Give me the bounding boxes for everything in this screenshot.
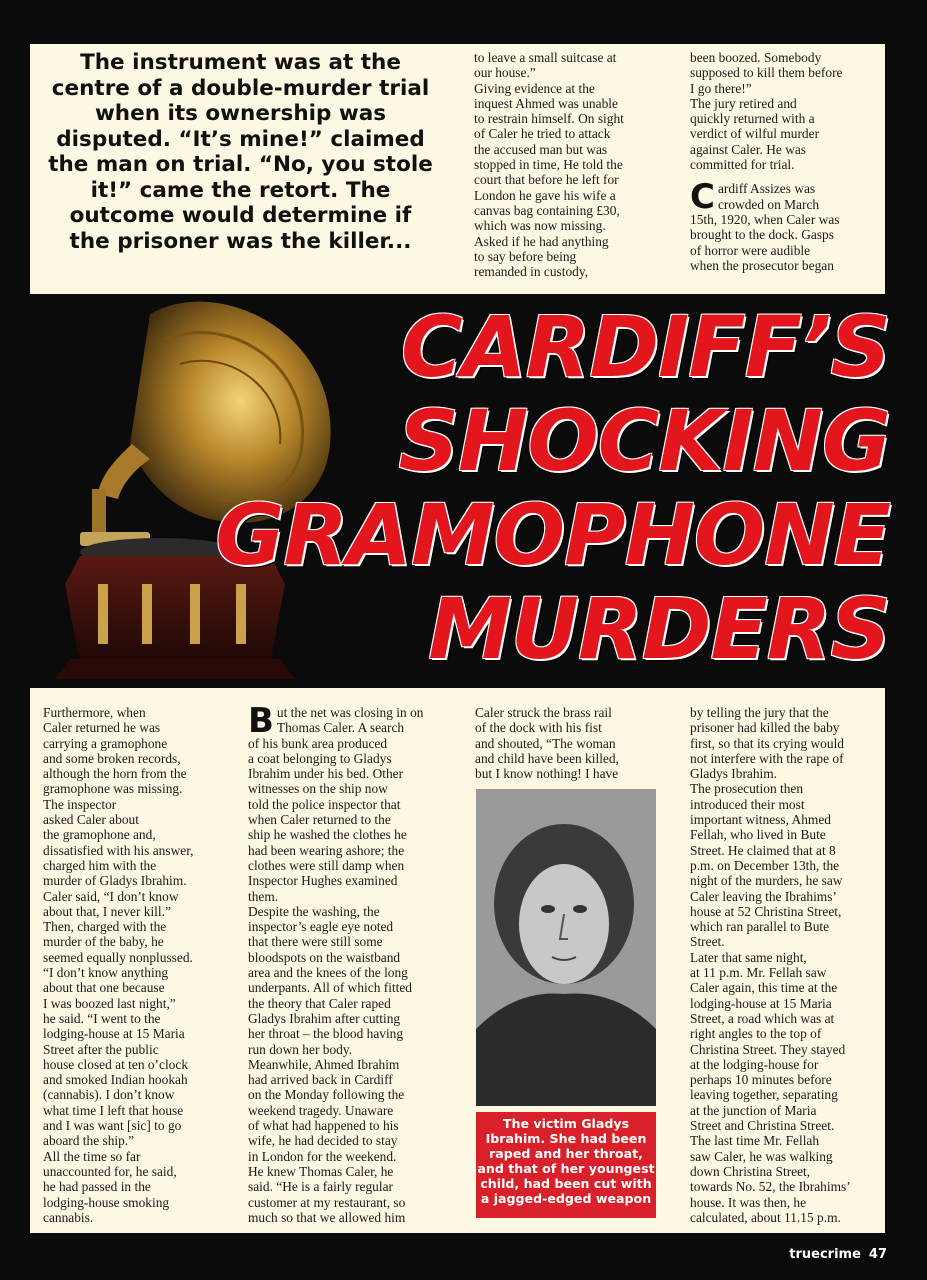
- hero-banner: [0, 294, 927, 688]
- dropcap: B: [248, 701, 274, 741]
- portrait-photo: [476, 789, 656, 1106]
- photo-caption: The victim Gladys Ibrahim. She had been raped and her throat, and that of her youngest child, had been cut with a jagged-edged weapon: [476, 1112, 656, 1218]
- headline-line-2: SHOCKING: [398, 392, 890, 490]
- headline: [200, 300, 890, 676]
- victim-photo: [476, 789, 656, 1106]
- bottom-column-1: Furthermore, when Caler returned he was carrying a gramophone and some broken records, although the horn from the gramophone was missing. The inspector asked Caler about the gramophone and, dissatisfied with his answer, charged him with the murder of Gladys Ibrahim. Caler said, “I don’t know about that, I never kill.” Then, charged with the murder of the baby, he seemed equally nonplussed. “I don’t know anything about that one because I was boozed last night,” he said. “I went to the lodging-house at 15 Maria Street after the public house closed at ten o’clock and smoked Indian hookah (cannabis). I don’t know what time I left that house and I was want [sic] to go aboard the ship.” All the time so far unaccounted for, he said, he had passed in the lodging-house smoking cannabis.: [43, 705, 194, 1225]
- top-column-2: to leave a small suitcase at our house.” Giving evidence at the inquest Ahmed was unable to restrain himself. On sight of Caler he tried to attack the accused man but was stopped in time, He told the court that before he left for London he gave his wife a canvas bag containing £30, which was now missing. Asked if he had anything to say before being remanded in custody,: [474, 50, 624, 280]
- headline-line-1: CARDIFF’S: [400, 298, 890, 396]
- standfirst: The instrument was at the centre of a double-murder trial when its ownership was disputed. “It’s mine!” claimed the man on trial. “No, you stole it!” came the retort. The outcome would determine if the prisoner was the killer...: [48, 50, 433, 254]
- top-column-3-para: [690, 177, 880, 273]
- bottom-column-2: [248, 701, 458, 1225]
- bottom-column-2-body: ut the net was closing in on Thomas Caler. A search of his bunk area produced a coat belonging to Gladys Ibrahim under his bed. Other witnesses on the ship now told the police inspector that when Caler returned to the ship he washed the clothes he had been wearing ashore; the clothes were still damp when Inspector Hughes examined them. Despite the washing, the inspector’s eagle eye noted that there were still some bloodspots on the waistband area and the knees of the long underpants. All of which fitted the theory that Caler raped Gladys Ibrahim after cutting her throat – the blood having run down her body. Meanwhile, Ahmed Ibrahim had arrived back in Cardiff on the Monday following the weekend tragedy. Unaware of what had happened to his wife, he had decided to stay in London for the weekend. He knew Thomas Caler, he said. “He is a fairly regular customer at my restaurant, so much so that we allowed him: [248, 705, 424, 1225]
- headline-line-4: MURDERS: [428, 580, 890, 678]
- bottom-column-3: Caler struck the brass rail of the dock with his fist and shouted, “The woman and child have been killed, but I know nothing! I have: [475, 705, 619, 782]
- top-column-3-text: been boozed. Somebody supposed to kill them before I go there!” The jury retired and quickly returned with a verdict of wilful murder against Caler. He was committed for trial.: [690, 50, 843, 173]
- top-column-3: [690, 50, 880, 273]
- headline-line-3: GRAMOPHONE: [215, 486, 890, 584]
- dropcap: C: [690, 177, 715, 218]
- page-number: 47: [868, 1247, 887, 1262]
- page-footer: [781, 1247, 887, 1262]
- top-column-3-dropcap-body: ardiff Assizes was crowded on March 15th, 1920, when Caler was brought to the dock. Gasps of horror were audible when the prosecutor began: [690, 181, 840, 273]
- bottom-column-4: by telling the jury that the prisoner had killed the baby first, so that its crying would not interfere with the rape of Gladys Ibrahim. The prosecution then introduced their most important witness, Ahmed Fellah, who lived in Bute Street. He claimed that at 8 p.m. on December 13th, the night of the murders, he saw Caler leaving the Ibrahims’ house at 52 Christina Street, which ran parallel to Bute Street. Later that same night, at 11 p.m. Mr. Fellah saw Caler again, this time at the lodging-house at 15 Maria Street, a road which was at right angles to the top of Christina Street. They stayed at the lodging-house for perhaps 10 minutes before leaving together, separating at the junction of Maria Street and Christina Street. The last time Mr. Fellah saw Caler, he was walking down Christina Street, towards No. 52, the Ibrahims’ house. It was then, he calculated, about 11.15 p.m.: [690, 705, 851, 1225]
- brand-name: truecrime: [789, 1247, 861, 1262]
